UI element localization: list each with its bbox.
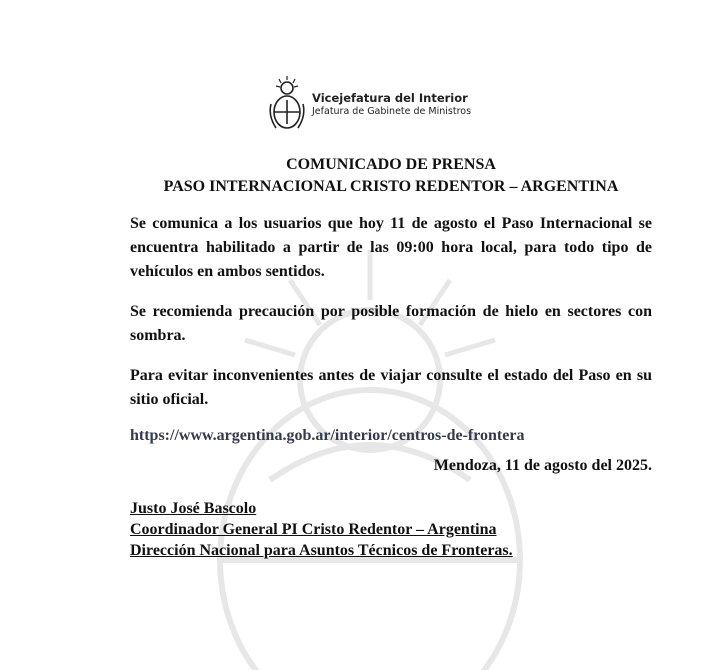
- place-date: Mendoza, 11 de agosto del 2025.: [433, 457, 652, 474]
- signer-role: Coordinador General PI Cristo Redentor – Argentina: [130, 521, 497, 538]
- paragraph-advice: Para evitar inconvenientes antes de viajar consulte el estado del Paso en su sitio oficial.: [130, 367, 652, 408]
- argentina-coat-of-arms-icon: [266, 74, 308, 136]
- signature-block: [130, 498, 513, 561]
- letterhead: [266, 74, 471, 136]
- official-site-link[interactable]: https://www.argentina.gob.ar/interior/centros-de-frontera: [130, 427, 525, 444]
- signer-office: Dirección Nacional para Asuntos Técnicos de Fronteras.: [130, 542, 513, 559]
- title-line-1: COMUNICADO DE PRENSA: [286, 156, 496, 173]
- paragraph-caution: Se recomienda precaución por posible formación de hielo en sectores con sombra.: [130, 303, 652, 344]
- signer-name: Justo José Bascolo: [130, 500, 257, 517]
- press-release-title: [0, 154, 720, 198]
- agency-name: Vicejefatura del Interior: [312, 91, 468, 105]
- subagency-name: Jefatura de Gabinete de Ministros: [312, 106, 472, 117]
- title-line-2: PASO INTERNACIONAL CRISTO REDENTOR – ARGENTINA: [163, 178, 619, 195]
- watermark-coat-of-arms-icon: [150, 230, 590, 670]
- paragraph-status: Se comunica a los usuarios que hoy 11 de agosto el Paso Internacional se encuentra habilitado a partir de las 09:00 hora local, para todo tipo de vehículos en ambos sentidos.: [130, 215, 652, 280]
